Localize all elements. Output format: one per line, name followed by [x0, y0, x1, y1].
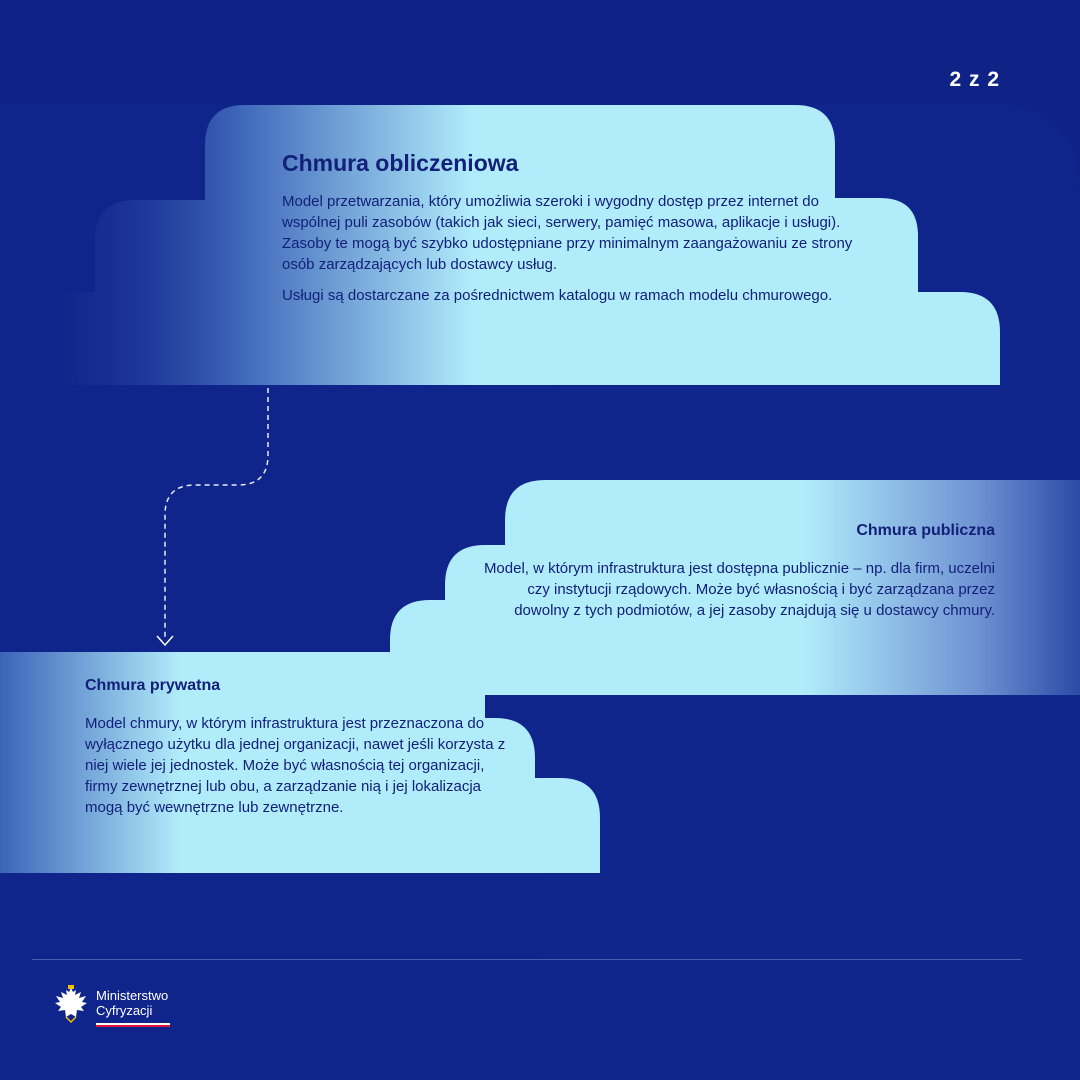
cloud-main-content	[282, 150, 872, 316]
cloud-private-content	[85, 677, 510, 828]
cloud-public-content	[475, 522, 995, 631]
connector-dashed-line	[165, 388, 268, 640]
ministry-logo	[52, 984, 170, 1027]
cloud-public-title: Chmura publiczna	[856, 522, 995, 539]
cloud-main-paragraph-2: Usługi są dostarczane za pośrednictwem katalogu w ramach modelu chmurowego.	[282, 287, 833, 304]
flag-stripe	[96, 1023, 170, 1027]
logo-line-2: Cyfryzacji	[96, 1003, 153, 1018]
cloud-main-title: Chmura obliczeniowa	[282, 150, 519, 176]
connector-arrow-icon	[157, 636, 173, 645]
eagle-emblem-icon	[52, 984, 90, 1024]
page-counter: 2 z 2	[949, 68, 1000, 91]
logo-text	[96, 988, 170, 1027]
logo-line-1: Ministerstwo	[96, 988, 169, 1003]
footer-divider	[32, 959, 1022, 960]
cloud-public-paragraph: Model, w którym infrastruktura jest dostępna publicznie – np. dla firm, uczelni czy instytucji rządowych. Może być własnością i być zarządzana przez dowolny z tych podmiotów, a jej zasoby znajdują się u dostawcy chmury.	[483, 560, 995, 619]
cloud-private-title: Chmura prywatna	[85, 677, 221, 694]
cloud-main-paragraph-1: Model przetwarzania, który umożliwia szeroki i wygodny dostęp przez internet do wspólnej puli zasobów (takich jak sieci, serwery, pamięć masowa, aplikacje i usługi). Zasoby te mogą być szybko udostępniane przy minimalnym zaangażowaniu ze strony osób zarządzających lub dostawcy usług.	[282, 193, 853, 273]
cloud-private-paragraph: Model chmury, w którym infrastruktura jest przeznaczona do wyłącznego użytku dla jednej organizacji, nawet jeśli korzysta z niej wiele jej jednostek. Może być własnością tej organizacji, firmy zewnętrznej lub obu, a zarządzanie nią i jej lokalizacja mogą być wewnętrzne lub zewnętrzne.	[85, 715, 506, 816]
